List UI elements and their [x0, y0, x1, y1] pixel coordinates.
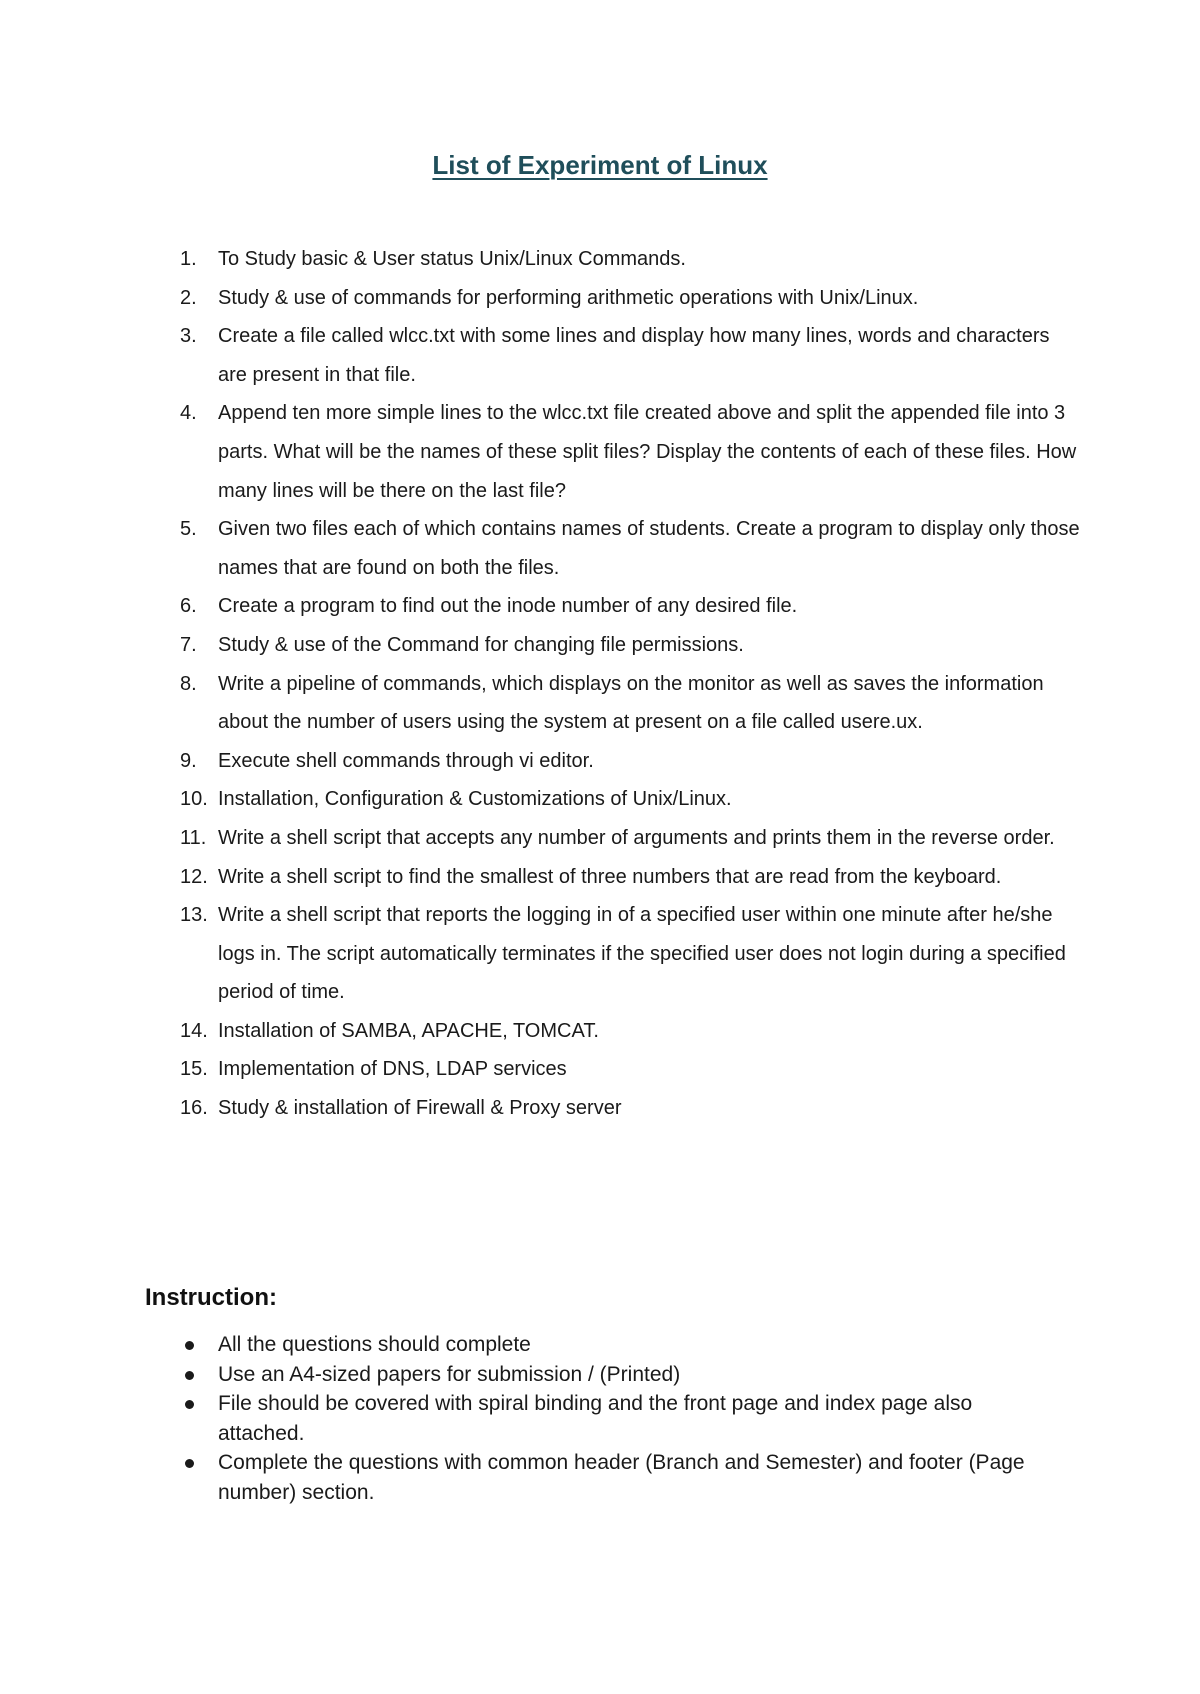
instruction-item	[180, 1330, 1060, 1360]
list-item	[180, 279, 1080, 318]
instruction-list	[180, 1330, 1060, 1507]
list-item-number: 6.	[180, 595, 197, 618]
list-item	[180, 780, 1080, 819]
list-item	[180, 858, 1080, 897]
list-item	[180, 587, 1080, 626]
instruction-item	[180, 1448, 1060, 1507]
instruction-item	[180, 1360, 1060, 1390]
list-item-number: 1.	[180, 248, 197, 270]
list-item	[180, 742, 1080, 781]
list-item	[180, 1050, 1080, 1089]
list-item-text: Implementation of DNS, LDAP services	[218, 1058, 567, 1081]
list-item-number: 12.	[180, 865, 208, 888]
list-item	[180, 240, 1080, 279]
list-item-text: Study & installation of Firewall & Proxy server	[218, 1097, 622, 1120]
list-item	[180, 510, 1080, 587]
list-item-text: Write a shell script to find the smallest of three numbers that are read from the keyboard.	[218, 865, 1002, 888]
list-item-number: 10.	[180, 788, 208, 811]
list-item	[180, 626, 1080, 665]
list-item-text: Study & use of the Command for changing file permissions.	[218, 633, 744, 656]
experiment-list	[180, 240, 1080, 1128]
instruction-item	[180, 1389, 1060, 1448]
list-item-number: 9.	[180, 749, 197, 772]
instruction-heading: Instruction:	[145, 1284, 277, 1311]
list-item-text: Study & use of commands for performing arithmetic operations with Unix/Linux.	[218, 286, 919, 309]
list-item	[180, 317, 1080, 394]
list-item-text: Write a shell script that accepts any number of arguments and prints them in the reverse order.	[218, 826, 1055, 849]
list-item-text: Given two files each of which contains names of students. Create a program to display only those names that are found on both the files.	[218, 518, 1080, 579]
list-item	[180, 896, 1080, 1012]
instruction-text: All the questions should complete	[218, 1333, 531, 1356]
list-item	[180, 1089, 1080, 1128]
list-item-number: 4.	[180, 402, 197, 425]
page-title-wrapper	[0, 145, 1200, 182]
list-item-number: 15.	[180, 1058, 208, 1081]
list-item-number: 16.	[180, 1097, 208, 1120]
list-item-text: Write a shell script that reports the logging in of a specified user within one minute after he/she logs in. The script automatically terminates if the specified user does not login during a specified period of time.	[218, 904, 1066, 1004]
bullet-icon	[185, 1341, 194, 1350]
bullet-icon	[185, 1459, 194, 1468]
list-item-text: Create a file called wlcc.txt with some lines and display how many lines, words and characters are present in that file.	[218, 325, 1050, 386]
list-item-number: 11.	[180, 826, 207, 849]
list-item	[180, 394, 1080, 510]
list-item	[180, 819, 1080, 858]
list-item-number: 14.	[180, 1019, 208, 1042]
list-item-text: Write a pipeline of commands, which displays on the monitor as well as saves the information about the number of users using the system at present on a file called usere.ux.	[218, 672, 1044, 734]
page-title: List of Experiment of Linux	[432, 150, 768, 180]
list-item-number: 3.	[180, 325, 197, 348]
list-item-number: 5.	[180, 518, 197, 541]
list-item-text: Installation, Configuration & Customizations of Unix/Linux.	[218, 788, 732, 811]
list-item-number: 8.	[180, 672, 197, 695]
instruction-text: Use an A4-sized papers for submission / (Printed)	[218, 1362, 681, 1386]
list-item	[180, 1012, 1080, 1051]
instruction-text: Complete the questions with common header (Branch and Semester) and footer (Page number) section.	[218, 1451, 1025, 1504]
bullet-icon	[185, 1400, 194, 1409]
list-item-number: 7.	[180, 633, 197, 656]
list-item-number: 13.	[180, 904, 208, 927]
list-item-number: 2.	[180, 286, 197, 309]
instruction-text: File should be covered with spiral binding and the front page and index page also attached.	[218, 1392, 973, 1445]
list-item-text: Create a program to find out the inode number of any desired file.	[218, 595, 798, 618]
list-item-text: To Study basic & User status Unix/Linux Commands.	[218, 248, 686, 270]
bullet-icon	[185, 1371, 194, 1380]
list-item-text: Execute shell commands through vi editor.	[218, 749, 594, 772]
list-item-text: Append ten more simple lines to the wlcc.txt file created above and split the appended file into 3 parts. What will be the names of these split files? Display the contents of each of these files. How many lines will be there on the last file?	[218, 402, 1077, 502]
list-item-text: Installation of SAMBA, APACHE, TOMCAT.	[218, 1019, 599, 1042]
list-item	[180, 665, 1080, 742]
